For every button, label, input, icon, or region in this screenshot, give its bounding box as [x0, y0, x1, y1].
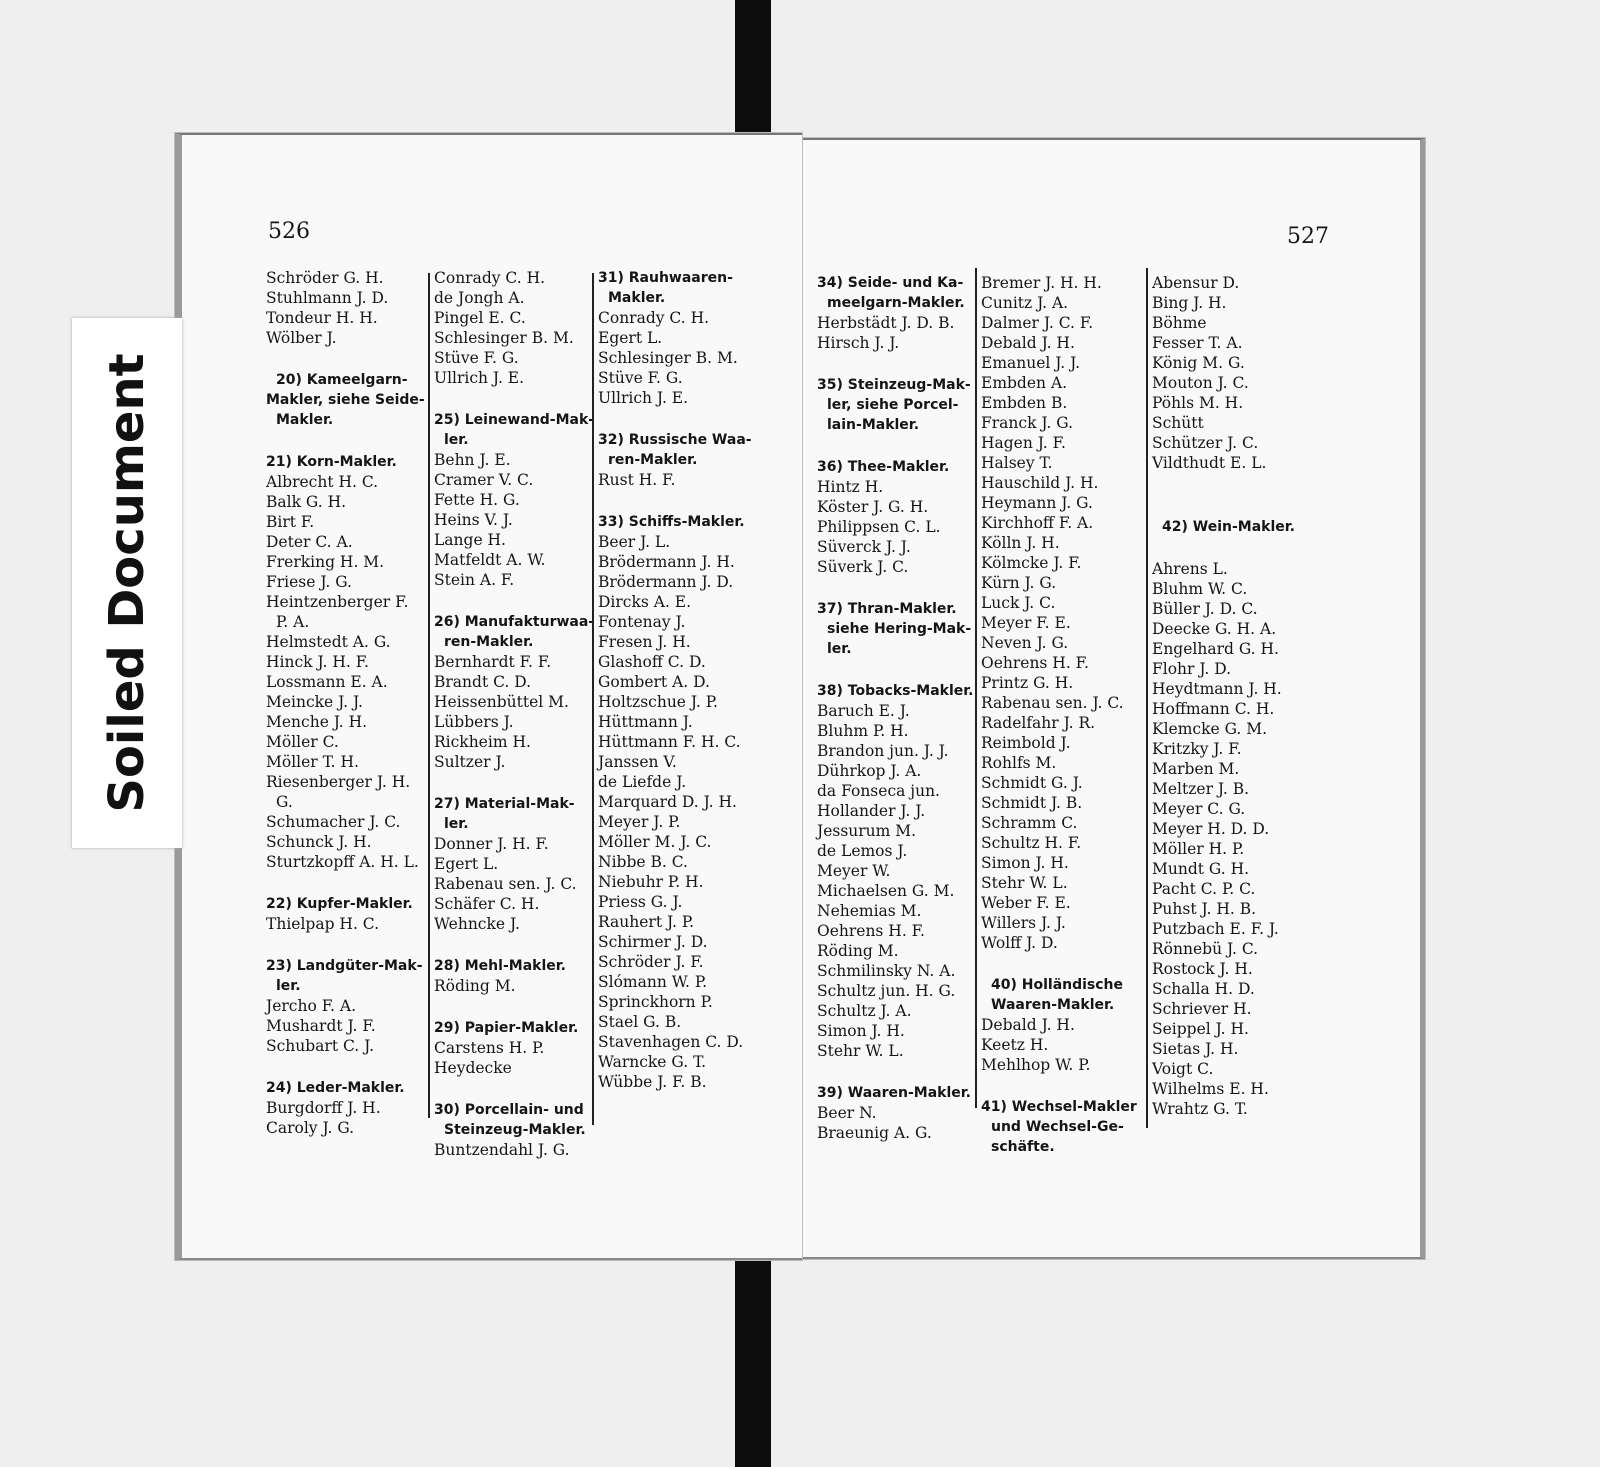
column-3 — [1152, 273, 1295, 1119]
section-heading: Makler. — [276, 412, 334, 428]
spacer — [266, 348, 425, 370]
name-entry: Mehlhop W. P. — [981, 1056, 1091, 1074]
name-entry: Brandon jun. J. J. — [817, 742, 949, 760]
name-entry: Röding M. — [434, 977, 516, 995]
name-entry: Mundt G. H. — [1152, 860, 1250, 878]
name-entry: Thielpap H. C. — [266, 915, 380, 933]
name-entry: Bremer J. H. H. — [981, 274, 1102, 292]
section-heading: ler. — [276, 978, 301, 994]
column-rule — [428, 273, 430, 1118]
section-heading: 24) Leder-Makler. — [266, 1080, 405, 1096]
name-entry: Schumacher J. C. — [266, 813, 401, 831]
name-entry: Niebuhr P. H. — [598, 873, 704, 891]
name-entry: Janssen V. — [598, 753, 677, 771]
left-page — [175, 133, 802, 1260]
name-entry: Rohlfs M. — [981, 754, 1057, 772]
name-entry: Süverk J. C. — [817, 558, 909, 576]
name-entry: Hoffmann C. H. — [1152, 700, 1275, 718]
spacer — [434, 590, 594, 612]
name-entry: Embden A. — [981, 374, 1068, 392]
name-entry: Schriever H. — [1152, 1000, 1252, 1018]
name-entry: Nehemias M. — [817, 902, 922, 920]
name-entry: Brandt C. D. — [434, 673, 532, 691]
name-entry: Schalla H. D. — [1152, 980, 1255, 998]
section-heading: 33) Schiffs-Makler. — [598, 514, 745, 530]
name-entry: Stavenhagen C. D. — [598, 1033, 744, 1051]
spacer — [266, 872, 425, 894]
name-entry: Philippsen C. L. — [817, 518, 941, 536]
name-entry: de Jongh A. — [434, 289, 525, 307]
spacer — [434, 996, 594, 1018]
name-entry: Tondeur H. H. — [266, 309, 378, 327]
name-entry: Priess G. J. — [598, 893, 683, 911]
name-entry: Möller T. H. — [266, 753, 359, 771]
name-entry: Deecke G. H. A. — [1152, 620, 1277, 638]
name-entry: Halsey T. — [981, 454, 1053, 472]
name-entry: Wölber J. — [266, 329, 337, 347]
name-entry: Schützer J. C. — [1152, 434, 1259, 452]
name-entry: Beer J. L. — [598, 533, 671, 551]
name-entry: Böhme — [1152, 314, 1207, 332]
name-entry: Stael G. B. — [598, 1013, 682, 1031]
name-entry: Schütt — [1152, 414, 1204, 432]
name-entry: Birt F. — [266, 513, 315, 531]
column-rule — [975, 268, 977, 1108]
section-heading: schäfte. — [991, 1139, 1055, 1155]
name-entry: Rabenau sen. J. C. — [434, 875, 577, 893]
name-entry: Fresen J. H. — [598, 633, 691, 651]
name-entry: Ullrich J. E. — [598, 389, 689, 407]
name-entry: Lange H. — [434, 531, 506, 549]
name-entry: Rabenau sen. J. C. — [981, 694, 1124, 712]
page-number: 527 — [1287, 224, 1329, 249]
name-entry: Schultz H. F. — [981, 834, 1082, 852]
name-entry: Pacht C. P. C. — [1152, 880, 1256, 898]
section-heading: 34) Seide- und Ka- — [817, 275, 964, 291]
name-entry: Heissenbüttel M. — [434, 693, 569, 711]
name-entry: Albrecht H. C. — [266, 473, 379, 491]
spacer — [817, 577, 974, 599]
section-heading: 29) Papier-Makler. — [434, 1020, 579, 1036]
name-entry: Pöhls M. H. — [1152, 394, 1244, 412]
name-entry: Meincke J. J. — [266, 693, 363, 711]
name-entry: Putzbach E. F. J. — [1152, 920, 1279, 938]
name-entry: Sietas J. H. — [1152, 1040, 1239, 1058]
name-entry: P. A. — [276, 613, 310, 631]
name-entry: Heintzenberger F. — [266, 593, 409, 611]
section-heading: lain-Makler. — [827, 417, 920, 433]
spacer — [981, 953, 1137, 975]
name-entry: Holtzschue J. P. — [598, 693, 718, 711]
section-heading: und Wechsel-Ge- — [991, 1119, 1124, 1135]
section-heading: 31) Rauhwaaren- — [598, 270, 733, 286]
name-entry: Abensur D. — [1152, 274, 1240, 292]
name-entry: Rostock J. H. — [1152, 960, 1253, 978]
name-entry: Slómann W. P. — [598, 973, 708, 991]
name-entry: Bluhm W. C. — [1152, 580, 1248, 598]
spacer — [434, 772, 594, 794]
name-entry: Simon J. H. — [981, 854, 1069, 872]
name-entry: Heydtmann J. H. — [1152, 680, 1282, 698]
name-entry: Willers J. J. — [981, 914, 1066, 932]
name-entry: Brödermann J. H. — [598, 553, 735, 571]
section-heading: 20) Kameelgarn- — [276, 372, 408, 388]
name-entry: Möller C. — [266, 733, 339, 751]
section-heading: ler. — [444, 432, 469, 448]
name-entry: Wübbe J. F. B. — [598, 1073, 707, 1091]
name-entry: Reimbold J. — [981, 734, 1071, 752]
name-entry: Brödermann J. D. — [598, 573, 734, 591]
name-entry: Heins V. J. — [434, 511, 513, 529]
name-entry: Menche J. H. — [266, 713, 368, 731]
column-rule — [1146, 268, 1148, 1128]
name-entry: Pingel E. C. — [434, 309, 526, 327]
name-entry: Rönnebü J. C. — [1152, 940, 1259, 958]
name-entry: Schlesinger B. M. — [598, 349, 738, 367]
name-entry: Klemcke G. M. — [1152, 720, 1268, 738]
name-entry: Bernhardt F. F. — [434, 653, 552, 671]
name-entry: Ahrens L. — [1152, 560, 1228, 578]
section-heading: meelgarn-Makler. — [827, 295, 965, 311]
section-heading: Makler. — [608, 290, 666, 306]
name-entry: Hinck J. H. F. — [266, 653, 369, 671]
name-entry: Braeunig A. G. — [817, 1124, 932, 1142]
name-entry: Stehr W. L. — [981, 874, 1068, 892]
name-entry: Stüve F. G. — [598, 369, 683, 387]
name-entry: Frerking H. M. — [266, 553, 385, 571]
section-heading: 23) Landgüter-Mak- — [266, 958, 423, 974]
name-entry: Stehr W. L. — [817, 1042, 904, 1060]
name-entry: Hollander J. J. — [817, 802, 926, 820]
name-entry: Riesenberger J. H. — [266, 773, 411, 791]
name-entry: Wrahtz G. T. — [1152, 1100, 1248, 1118]
spacer — [817, 353, 974, 375]
name-entry: Helmstedt A. G. — [266, 633, 391, 651]
name-entry: Conrady C. H. — [598, 309, 710, 327]
binding-strip-bottom — [735, 1252, 771, 1467]
spacer — [1152, 495, 1295, 517]
section-heading: ren-Makler. — [444, 634, 534, 650]
spacer — [817, 659, 974, 681]
name-entry: Kölmcke J. F. — [981, 554, 1082, 572]
name-entry: Hauschild J. H. — [981, 474, 1099, 492]
name-entry: Bluhm P. H. — [817, 722, 909, 740]
name-entry: Sprinckhorn P. — [598, 993, 713, 1011]
name-entry: Dalmer J. C. F. — [981, 314, 1094, 332]
label-text: Soiled Document — [99, 353, 155, 813]
section-heading: 25) Leinewand-Mak- — [434, 412, 595, 428]
name-entry: Warncke G. T. — [598, 1053, 707, 1071]
section-heading: Makler, siehe Seide- — [266, 392, 425, 408]
name-entry: Burgdorff J. H. — [266, 1099, 381, 1117]
name-entry: Köster J. G. H. — [817, 498, 929, 516]
spacer — [817, 1061, 974, 1083]
name-entry: Hintz H. — [817, 478, 884, 496]
name-entry: Oehrens H. F. — [981, 654, 1089, 672]
name-entry: Wolff J. D. — [981, 934, 1058, 952]
section-heading: 40) Holländische — [991, 977, 1124, 993]
name-entry: Schlesinger B. M. — [434, 329, 574, 347]
name-entry: Hirsch J. J. — [817, 334, 900, 352]
name-entry: Dircks A. E. — [598, 593, 692, 611]
name-entry: Printz G. H. — [981, 674, 1074, 692]
section-heading: ler. — [444, 816, 469, 832]
name-entry: Hüttmann F. H. C. — [598, 733, 741, 751]
section-heading: 22) Kupfer-Makler. — [266, 896, 413, 912]
name-entry: Ullrich J. E. — [434, 369, 525, 387]
name-entry: Gombert A. D. — [598, 673, 710, 691]
name-entry: Voigt C. — [1152, 1060, 1214, 1078]
name-entry: Nibbe B. C. — [598, 853, 688, 871]
name-entry: Behn J. E. — [434, 451, 511, 469]
name-entry: Meltzer J. B. — [1152, 780, 1250, 798]
name-entry: Marben M. — [1152, 760, 1240, 778]
name-entry: Lübbers J. — [434, 713, 514, 731]
section-heading: 28) Mehl-Makler. — [434, 958, 566, 974]
name-entry: Möller M. J. C. — [598, 833, 712, 851]
name-entry: Schirmer J. D. — [598, 933, 708, 951]
name-entry: Fette H. G. — [434, 491, 520, 509]
section-heading: ler, siehe Porcel- — [827, 397, 959, 413]
section-heading: ler. — [827, 641, 852, 657]
page-number: 526 — [268, 219, 310, 244]
name-entry: Buntzendahl J. G. — [434, 1141, 570, 1159]
name-entry: Lossmann E. A. — [266, 673, 388, 691]
section-heading: 32) Russische Waa- — [598, 432, 752, 448]
name-entry: Baruch E. J. — [817, 702, 910, 720]
name-entry: Embden B. — [981, 394, 1068, 412]
spacer — [266, 934, 425, 956]
name-entry: Vildthudt E. L. — [1152, 454, 1267, 472]
name-entry: Schultz jun. H. G. — [817, 982, 956, 1000]
name-entry: Heymann J. G. — [981, 494, 1093, 512]
name-entry: Franck J. G. — [981, 414, 1074, 432]
name-entry: Weber F. E. — [981, 894, 1071, 912]
name-entry: Mushardt J. F. — [266, 1017, 376, 1035]
name-entry: Schäfer C. H. — [434, 895, 540, 913]
name-entry: Balk G. H. — [266, 493, 347, 511]
name-entry: König M. G. — [1152, 354, 1245, 372]
name-entry: da Fonseca jun. — [817, 782, 940, 800]
name-entry: Puhst J. H. B. — [1152, 900, 1257, 918]
name-entry: Michaelsen G. M. — [817, 882, 955, 900]
section-heading: 30) Porcellain- und — [434, 1102, 584, 1118]
section-heading: Waaren-Makler. — [991, 997, 1115, 1013]
name-entry: Egert L. — [434, 855, 499, 873]
name-entry: Hagen J. F. — [981, 434, 1066, 452]
name-entry: Kürn J. G. — [981, 574, 1057, 592]
name-entry: Glashoff C. D. — [598, 653, 706, 671]
name-entry: Engelhard G. H. — [1152, 640, 1279, 658]
section-heading: 39) Waaren-Makler. — [817, 1085, 971, 1101]
column-3 — [598, 268, 752, 1092]
name-entry: Schröder G. H. — [266, 269, 384, 287]
column-1 — [266, 268, 425, 1138]
name-entry: G. — [276, 793, 293, 811]
name-entry: Cramer V. C. — [434, 471, 534, 489]
name-entry: Conrady C. H. — [434, 269, 546, 287]
name-entry: Beer N. — [817, 1104, 877, 1122]
name-entry: Stüve F. G. — [434, 349, 519, 367]
name-entry: Fesser T. A. — [1152, 334, 1243, 352]
right-page — [803, 138, 1425, 1259]
name-entry: Marquard D. J. H. — [598, 793, 737, 811]
name-entry: Röding M. — [817, 942, 899, 960]
name-entry: Wehncke J. — [434, 915, 520, 933]
name-entry: Carstens H. P. — [434, 1039, 545, 1057]
name-entry: Oehrens H. F. — [817, 922, 925, 940]
column-2 — [981, 273, 1137, 1157]
name-entry: Stuhlmann J. D. — [266, 289, 389, 307]
name-entry: Debald J. H. — [981, 1016, 1075, 1034]
name-entry: Neven J. G. — [981, 634, 1069, 652]
section-heading: 36) Thee-Makler. — [817, 459, 950, 475]
name-entry: Kirchhoff F. A. — [981, 514, 1094, 532]
name-entry: Heydecke — [434, 1059, 512, 1077]
name-entry: Fontenay J. — [598, 613, 686, 631]
name-entry: Seippel J. H. — [1152, 1020, 1249, 1038]
section-heading: 41) Wechsel-Makler — [981, 1099, 1137, 1115]
section-heading: 38) Tobacks-Makler. — [817, 683, 974, 699]
section-heading: 42) Wein-Makler. — [1162, 519, 1295, 535]
name-entry: Donner J. H. F. — [434, 835, 549, 853]
column-2 — [434, 268, 594, 1160]
spacer — [434, 388, 594, 410]
spacer — [266, 430, 425, 452]
section-heading: 35) Steinzeug-Mak- — [817, 377, 971, 393]
name-entry: Luck J. C. — [981, 594, 1056, 612]
name-entry: Wilhelms E. H. — [1152, 1080, 1269, 1098]
name-entry: Jercho F. A. — [266, 997, 357, 1015]
name-entry: Mouton J. C. — [1152, 374, 1249, 392]
name-entry: Kritzky J. F. — [1152, 740, 1242, 758]
section-heading: 21) Korn-Makler. — [266, 454, 397, 470]
section-heading: 27) Material-Mak- — [434, 796, 575, 812]
name-entry: Hüttmann J. — [598, 713, 693, 731]
name-entry: Caroly J. G. — [266, 1119, 355, 1137]
section-heading: ren-Makler. — [608, 452, 698, 468]
name-entry: Rauhert J. P. — [598, 913, 695, 931]
spacer — [981, 1075, 1137, 1097]
column-rule — [592, 273, 594, 1125]
name-entry: Flohr J. D. — [1152, 660, 1232, 678]
name-entry: Süverck J. J. — [817, 538, 911, 556]
section-heading: 26) Manufakturwaa- — [434, 614, 595, 630]
spacer — [1152, 537, 1295, 559]
section-heading: siehe Hering-Mak- — [827, 621, 972, 637]
name-entry: de Lemos J. — [817, 842, 908, 860]
name-entry: Dührkop J. A. — [817, 762, 922, 780]
name-entry: Büller J. D. C. — [1152, 600, 1258, 618]
spacer — [598, 408, 752, 430]
name-entry: Herbstädt J. D. B. — [817, 314, 955, 332]
name-entry: Egert L. — [598, 329, 663, 347]
name-entry: Sturtzkopff A. H. L. — [266, 853, 419, 871]
name-entry: Bing J. H. — [1152, 294, 1227, 312]
name-entry: Meyer H. D. D. — [1152, 820, 1270, 838]
name-entry: Schröder J. F. — [598, 953, 704, 971]
name-entry: Friese J. G. — [266, 573, 352, 591]
name-entry: Schubart C. J. — [266, 1037, 375, 1055]
name-entry: Schmidt J. B. — [981, 794, 1083, 812]
name-entry: Cunitz J. A. — [981, 294, 1069, 312]
name-entry: Meyer W. — [817, 862, 891, 880]
name-entry: Meyer C. G. — [1152, 800, 1246, 818]
binding-strip-top — [735, 0, 771, 140]
spacer — [266, 1056, 425, 1078]
spacer — [1152, 473, 1295, 495]
name-entry: Schmilinsky N. A. — [817, 962, 956, 980]
spacer — [598, 490, 752, 512]
name-entry: Schultz J. A. — [817, 1002, 912, 1020]
name-entry: Rust H. F. — [598, 471, 676, 489]
section-heading: 37) Thran-Makler. — [817, 601, 957, 617]
name-entry: Matfeldt A. W. — [434, 551, 546, 569]
name-entry: Möller H. P. — [1152, 840, 1245, 858]
name-entry: Radelfahr J. R. — [981, 714, 1096, 732]
name-entry: Kölln J. H. — [981, 534, 1060, 552]
name-entry: Keetz H. — [981, 1036, 1049, 1054]
name-entry: Simon J. H. — [817, 1022, 905, 1040]
name-entry: Emanuel J. J. — [981, 354, 1081, 372]
name-entry: Meyer J. P. — [598, 813, 681, 831]
column-1 — [817, 273, 974, 1143]
name-entry: Jessurum M. — [817, 822, 917, 840]
spacer — [434, 1078, 594, 1100]
name-entry: Schunck J. H. — [266, 833, 372, 851]
name-entry: de Liefde J. — [598, 773, 687, 791]
name-entry: Schramm C. — [981, 814, 1078, 832]
name-entry: Schmidt G. J. — [981, 774, 1083, 792]
name-entry: Deter C. A. — [266, 533, 353, 551]
spacer — [817, 435, 974, 457]
name-entry: Sultzer J. — [434, 753, 506, 771]
name-entry: Rickheim H. — [434, 733, 531, 751]
name-entry: Stein A. F. — [434, 571, 515, 589]
section-heading: Steinzeug-Makler. — [444, 1122, 586, 1138]
soiled-document-label — [72, 318, 182, 848]
spacer — [434, 934, 594, 956]
name-entry: Meyer F. E. — [981, 614, 1071, 632]
name-entry: Debald J. H. — [981, 334, 1075, 352]
